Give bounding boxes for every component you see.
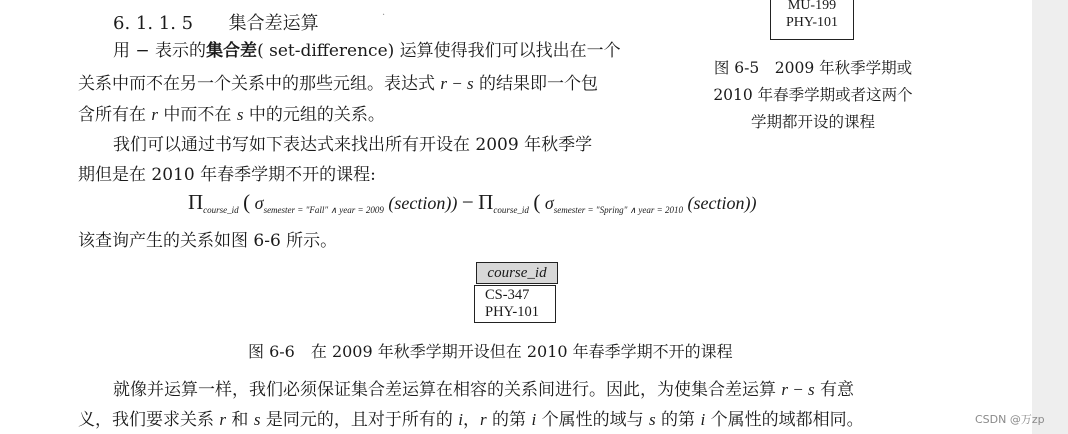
paragraph-3-line-2: 义，我们要求关系 r 和 s 是同元的，且对于所有的 i，r 的第 i 个属性的域与 s 的第 i 个属性的域都相同。	[78, 410, 864, 430]
paragraph-1-line-2: 关系中而不在另一个关系中的那些元组。表达式 r − s 的结果即一个包	[78, 74, 599, 94]
section-title: 集合差运算	[228, 13, 319, 34]
table-cell: PHY-101	[785, 15, 839, 30]
math-expression: r − s	[781, 380, 815, 399]
relation-name: (section))	[388, 193, 458, 213]
figure-6-6-caption: 图 6-6 在 2009 年秋季学期开设但在 2010 年春季学期不开的课程	[248, 342, 733, 361]
paragraph-1-line-3: 含所有在 r 中而不在 s 中的元组的关系。	[78, 105, 385, 125]
projection-symbol: Π	[188, 190, 204, 214]
math-expression: r − s	[440, 74, 474, 93]
watermark: CSDN @万zp	[975, 413, 1045, 426]
table-cell: MU-199	[787, 0, 837, 13]
selection-condition: semester = "Fall" ∧ year = 2009	[263, 205, 384, 215]
section-heading	[113, 9, 319, 35]
selection-condition: semester = "Spring" ∧ year = 2010	[553, 205, 683, 215]
previous-table-tail	[770, 0, 854, 40]
paragraph-3-line-1: 就像并运算一样，我们必须保证集合差运算在相容的关系间进行。因此，为使集合差运算 r − s 有意	[113, 380, 855, 400]
scan-speck: ·	[382, 10, 386, 21]
minus-operator: −	[461, 190, 474, 214]
projection-attrs: course_id	[203, 205, 239, 215]
figure-6-5-caption: 图 6-5 2009 年秋季学期或 2010 年春季学期或者这两个 学期都开设的课程	[713, 59, 913, 131]
selection-symbol: σ	[544, 193, 554, 213]
paragraph-2-line-1: 我们可以通过书写如下表达式来找出所有开设在 2009 年秋季学	[113, 135, 593, 155]
paragraph-1-line-1: 用 − 表示的集合差( set-difference) 运算使得我们可以找出在一个	[113, 41, 621, 61]
section-number: 6. 1. 1. 5	[113, 13, 194, 34]
projection-attrs: course_id	[493, 205, 529, 215]
result-table-body	[474, 285, 556, 323]
table-cell: CS-347	[485, 287, 530, 303]
scroll-margin	[1032, 0, 1068, 434]
relation-name: (section))	[687, 193, 757, 213]
bold-term: 集合差	[206, 41, 258, 61]
selection-symbol: σ	[254, 193, 264, 213]
table-header: course_id	[476, 262, 558, 284]
relational-algebra-formula: $\Pi_{course\_id}$ ( $\sigma_{semester = "Fall" \wedge year = 2009}$ (section)) − $\Pi_{course\_id}$ ( $\sigma_{semester = "Spring" \wedge year = 2010}$ (section))	[188, 190, 757, 215]
projection-symbol: Π	[478, 190, 494, 214]
paragraph-2-line-2: 期但是在 2010 年春季学期不开的课程:	[78, 165, 376, 185]
result-intro: 该查询产生的关系如图 6-6 所示。	[78, 231, 338, 251]
table-cell: PHY-101	[485, 304, 539, 320]
